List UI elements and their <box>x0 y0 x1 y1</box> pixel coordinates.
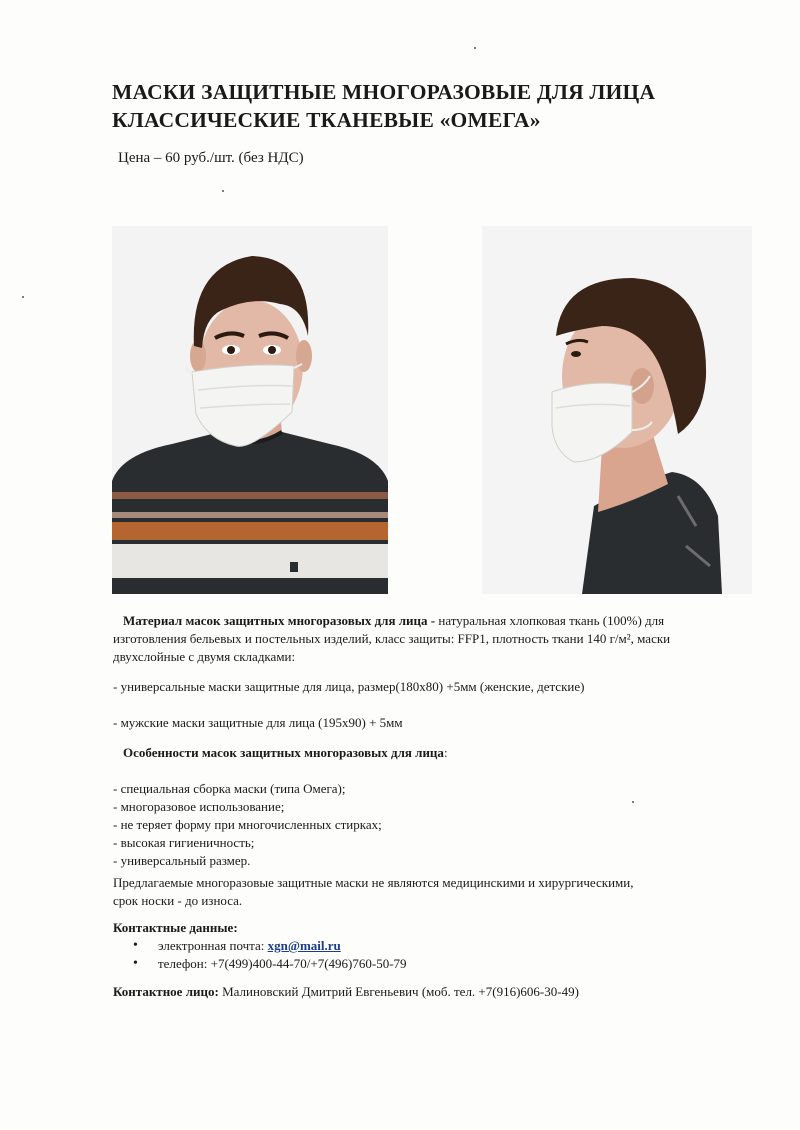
disclaimer-line2: срок носки - до износа. <box>113 893 243 908</box>
contact-person-value: Малиновский Дмитрий Евгеньевич (моб. тел. +7(916)606-30-49) <box>218 984 579 999</box>
features-heading-colon: : <box>443 745 448 760</box>
scan-speck <box>632 801 634 803</box>
scan-speck <box>22 296 24 298</box>
feature-item: - универсальный размер. <box>113 853 251 868</box>
email-label: электронная почта: <box>158 938 268 953</box>
material-line1: натуральная хлопковая ткань (100%) для <box>435 613 665 628</box>
features-heading-text: Особенности масок защитных многоразовых для лица <box>123 745 444 760</box>
size-male-text: - мужские маски защитные для лица (195х90) + 5мм <box>113 715 403 730</box>
feature-item: - специальная сборка маски (типа Омега); <box>113 781 346 796</box>
disclaimer-line1: Предлагаемые многоразовые защитные маски не являются медицинскими и хирургическими, <box>113 875 634 890</box>
document-title <box>112 78 752 134</box>
features-list <box>113 780 713 870</box>
scan-speck <box>474 47 476 49</box>
contacts-list <box>113 937 713 973</box>
photo-side-view <box>482 226 752 594</box>
contact-person <box>113 983 713 1001</box>
material-paragraph <box>113 612 713 666</box>
material-label: Материал масок защитных многоразовых для лица - <box>123 613 436 628</box>
feature-item: - многоразовое использование; <box>113 799 285 814</box>
contact-email-item <box>113 937 713 955</box>
scan-speck <box>222 190 224 192</box>
contact-phone-item: • телефон: +7(499)400-44-70/+7(496)760-50-79 <box>113 955 713 973</box>
title-line-1: МАСКИ ЗАЩИТНЫЕ МНОГОРАЗОВЫЕ ДЛЯ ЛИЦА <box>112 80 656 104</box>
contacts-heading: Контактные данные: <box>113 920 238 935</box>
features-heading <box>113 744 723 762</box>
disclaimer-paragraph <box>113 874 713 910</box>
contact-person-label: Контактное лицо: <box>113 984 219 999</box>
contacts-section <box>113 919 713 973</box>
price-text: Цена – 60 руб./шт. (без НДС) <box>118 150 304 166</box>
title-line-2: КЛАССИЧЕСКИЕ ТКАНЕВЫЕ «ОМЕГА» <box>112 108 541 132</box>
material-line2: изготовления бельевых и постельных изделий, класс защиты: FFP1, плотность ткани 140 г/м², маски <box>113 631 671 646</box>
feature-item: - высокая гигиеничность; <box>113 835 255 850</box>
size-universal-text: - универсальные маски защитные для лица, размер(180х80) +5мм (женские, детские) <box>113 679 585 694</box>
feature-item: - не теряет форму при многочисленных стирках; <box>113 817 382 832</box>
photo-front-view <box>112 226 388 594</box>
email-link[interactable]: xgn@mail.ru <box>267 938 341 953</box>
material-line3: двухслойные с двумя складками: <box>113 649 296 664</box>
